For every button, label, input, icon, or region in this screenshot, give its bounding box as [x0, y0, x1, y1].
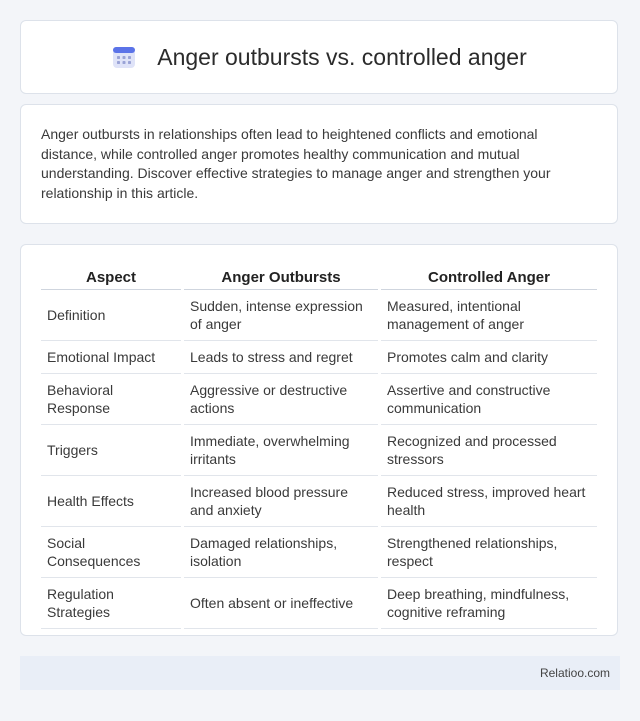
outbursts-cell: Sudden, intense expression of anger	[184, 290, 378, 341]
controlled-cell: Promotes calm and clarity	[381, 341, 597, 374]
aspect-cell: Emotional Impact	[41, 341, 181, 374]
outbursts-cell: Leads to stress and regret	[184, 341, 378, 374]
header-aspect: Aspect	[41, 265, 181, 290]
aspect-cell: Health Effects	[41, 476, 181, 527]
table-row	[41, 374, 597, 425]
footer-site-link[interactable]: Relatioo.com	[539, 666, 610, 680]
intro-card	[20, 104, 618, 224]
aspect-cell: Social Consequences	[41, 527, 181, 578]
table-row	[41, 425, 597, 476]
outbursts-cell: Damaged relationships, isolation	[184, 527, 378, 578]
title-card	[20, 20, 618, 94]
aspect-cell: Behavioral Response	[41, 374, 181, 425]
header-controlled-anger: Controlled Anger	[381, 265, 597, 290]
outbursts-cell: Aggressive or destructive actions	[184, 374, 378, 425]
comparison-card	[20, 244, 618, 636]
controlled-cell: Measured, intentional management of anger	[381, 290, 597, 341]
intro-paragraph: Anger outbursts in relationships often lead to heightened conflicts and emotional distance, while controlled anger promotes healthy communication and mutual understanding. Discover effective strategies to manage anger and strengthen your relationship in this article.	[41, 126, 551, 201]
page-title: Anger outbursts vs. controlled anger	[157, 43, 527, 70]
aspect-cell: Triggers	[41, 425, 181, 476]
table-row	[41, 476, 597, 527]
comparison-table	[38, 265, 600, 629]
header-anger-outbursts: Anger Outbursts	[184, 265, 378, 290]
table-row	[41, 290, 597, 341]
table-row	[41, 578, 597, 629]
table-row	[41, 527, 597, 578]
footer	[20, 656, 620, 690]
table-header-row	[41, 265, 597, 290]
outbursts-cell: Immediate, overwhelming irritants	[184, 425, 378, 476]
controlled-cell: Strengthened relationships, respect	[381, 527, 597, 578]
controlled-cell: Recognized and processed stressors	[381, 425, 597, 476]
table-row	[41, 341, 597, 374]
aspect-cell: Definition	[41, 290, 181, 341]
aspect-cell: Regulation Strategies	[41, 578, 181, 629]
outbursts-cell: Often absent or ineffective	[184, 578, 378, 629]
outbursts-cell: Increased blood pressure and anxiety	[184, 476, 378, 527]
calendar-icon	[111, 44, 137, 70]
controlled-cell: Assertive and constructive communication	[381, 374, 597, 425]
controlled-cell: Deep breathing, mindfulness, cognitive reframing	[381, 578, 597, 629]
controlled-cell: Reduced stress, improved heart health	[381, 476, 597, 527]
